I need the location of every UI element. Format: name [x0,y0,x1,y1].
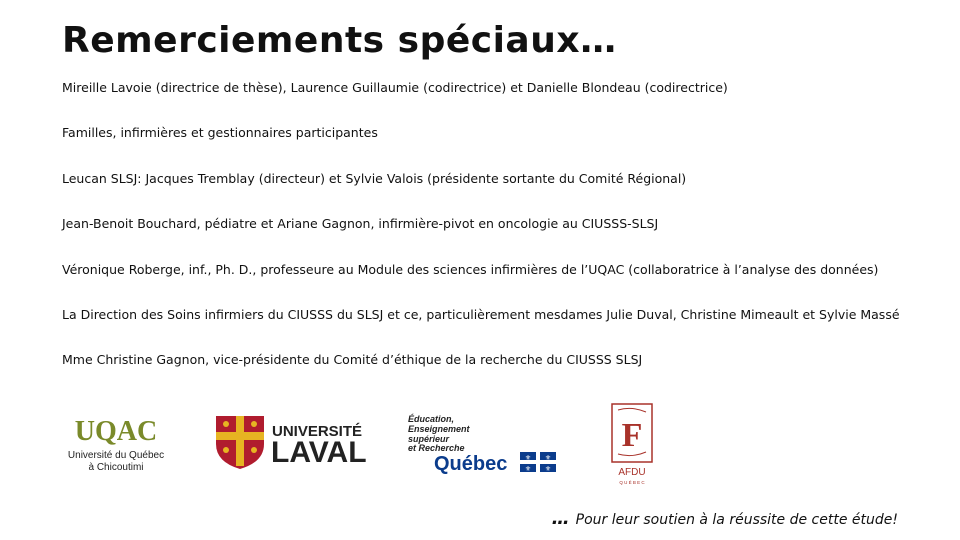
quebec-logo-line3: supérieur [408,434,450,444]
quebec-logo-line4: et Recherche [408,443,465,453]
svg-text:⚜: ⚜ [524,466,532,473]
afdu-logo [608,402,656,486]
afdu-logo-sub: Q U É B E C [619,480,645,485]
quebec-wordmark: Québec [434,453,508,475]
quebec-logo-line2: Enseignement [408,424,470,434]
footer-ellipsis: … [551,508,570,529]
laval-logo [214,414,366,470]
page-title: Remerciements spéciaux… [62,20,617,61]
uqac-logo-line1: Université du Québec [67,450,165,461]
footer-text: Pour leur soutien à la réussite de cette étude! [575,512,898,528]
acknowledgement-item: La Direction des Soins infirmiers du CIUSSS du SLSJ et ce, particulièrement mesdames Julie Duval, Christine Mimeault et Sylvie Massé [62,307,900,322]
laval-logo-line2: LAVAL [271,436,366,469]
acknowledgement-item: Véronique Roberge, inf., Ph. D., professeure au Module des sciences infirmières de l’UQAC (collaboratrice à l’analyse des données) [62,262,879,277]
uqac-logo-name: UQAC [74,416,158,447]
quebec-ministry-logo [406,412,558,476]
quebec-logo-line1: Éducation, [408,414,455,424]
footer-caption [552,508,898,529]
svg-text:⚜: ⚜ [524,455,532,462]
acknowledgement-item: Mireille Lavoie (directrice de thèse), Laurence Guillaumie (codirectrice) et Danielle Blondeau (codirectrice) [62,80,728,95]
quebec-flag-icon [520,452,556,473]
acknowledgement-item: Mme Christine Gagnon, vice-présidente du Comité d’éthique de la recherche du CIUSSS SLSJ [62,352,643,367]
svg-text:⚜: ⚜ [544,466,552,473]
afdu-logo-letter: F [621,417,643,454]
afdu-logo-name: AFDU [618,467,646,478]
laval-logo-line1: UNIVERSITÉ [272,423,363,440]
laval-shield-icon [216,416,264,469]
uqac-logo-line2: à Chicoutimi [88,462,144,473]
acknowledgement-item: Jean-Benoit Bouchard, pédiatre et Ariane Gagnon, infirmière-pivot en oncologie au CIUSSS-SLSJ [62,216,659,231]
uqac-logo [56,412,181,476]
svg-text:⚜: ⚜ [544,455,552,462]
acknowledgement-item: Familles, infirmières et gestionnaires participantes [62,125,378,140]
acknowledgement-item: Leucan SLSJ: Jacques Tremblay (directeur) et Sylvie Valois (présidente sortante du Comité Régional) [62,171,687,186]
